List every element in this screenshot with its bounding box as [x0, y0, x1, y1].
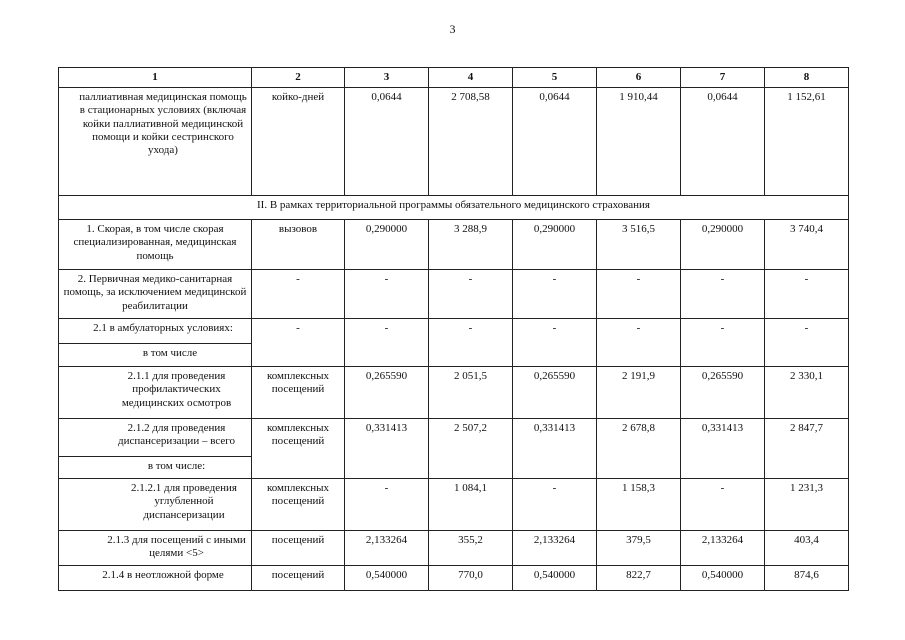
header-cell-4: 4	[429, 68, 513, 88]
row-unit: комплексных посещений	[252, 419, 345, 479]
table-row	[59, 220, 849, 270]
row-value: -	[765, 319, 849, 367]
row-value: 2 847,7	[765, 419, 849, 479]
row-unit: -	[252, 270, 345, 319]
table-row	[59, 419, 849, 457]
row-unit: -	[252, 319, 345, 367]
row-value: 1 158,3	[597, 479, 681, 531]
row-value: 3 516,5	[597, 220, 681, 270]
row-value: 0,290000	[513, 220, 597, 270]
row-value: 0,265590	[681, 367, 765, 419]
row-value: 2 507,2	[429, 419, 513, 479]
row-value: 0,0644	[513, 88, 597, 196]
row-value: 822,7	[597, 566, 681, 591]
row-value: 1 910,44	[597, 88, 681, 196]
row-value: 0,540000	[345, 566, 429, 591]
table-row	[59, 88, 849, 196]
row-value: -	[513, 270, 597, 319]
row-name: 2.1.3 для посещений с иными целями <5>	[59, 531, 252, 566]
header-cell-7: 7	[681, 68, 765, 88]
row-name: 2. Первичная медико-санитарная помощь, за исключением медицинской реабилитации	[59, 270, 252, 319]
row-unit: койко-дней	[252, 88, 345, 196]
row-value: 1 231,3	[765, 479, 849, 531]
row-unit: вызовов	[252, 220, 345, 270]
row-unit: комплексных посещений	[252, 367, 345, 419]
row-name: 2.1.2 для проведения диспансеризации – всего	[59, 419, 252, 457]
row-name: паллиативная медицинская помощь в стационарных условиях (включая койки паллиативной медицинской помощи и койки сестринского ухода)	[59, 88, 252, 196]
row-value: 0,331413	[513, 419, 597, 479]
header-cell-5: 5	[513, 68, 597, 88]
row-unit: посещений	[252, 566, 345, 591]
row-value: 0,0644	[345, 88, 429, 196]
row-unit: комплексных посещений	[252, 479, 345, 531]
row-value: 2 330,1	[765, 367, 849, 419]
page-number: 3	[449, 22, 456, 36]
row-value: -	[597, 270, 681, 319]
table-row	[59, 566, 849, 591]
header-cell-3: 3	[345, 68, 429, 88]
section-title: II. В рамках территориальной программы обязательного медицинского страхования	[59, 196, 849, 220]
row-value: 355,2	[429, 531, 513, 566]
header-row	[59, 68, 849, 88]
row-value: 403,4	[765, 531, 849, 566]
row-value: 1 152,61	[765, 88, 849, 196]
row-value: 2 191,9	[597, 367, 681, 419]
table-row	[59, 367, 849, 419]
row-name: 2.1 в амбулаторных условиях:	[59, 319, 252, 344]
row-value: -	[345, 479, 429, 531]
row-value: 3 288,9	[429, 220, 513, 270]
row-value: -	[513, 479, 597, 531]
row-value: -	[681, 270, 765, 319]
row-value: 379,5	[597, 531, 681, 566]
row-value: -	[681, 479, 765, 531]
row-value: 0,290000	[345, 220, 429, 270]
row-value: 2 708,58	[429, 88, 513, 196]
header-cell-8: 8	[765, 68, 849, 88]
row-value: 2,133264	[681, 531, 765, 566]
row-value: -	[513, 319, 597, 367]
row-value: -	[765, 270, 849, 319]
table-row	[59, 531, 849, 566]
header-cell-2: 2	[252, 68, 345, 88]
row-name: 2.1.4 в неотложной форме	[59, 566, 252, 591]
row-subname: в том числе	[59, 344, 252, 367]
row-value: 2,133264	[345, 531, 429, 566]
row-value: 0,331413	[681, 419, 765, 479]
row-value: 874,6	[765, 566, 849, 591]
row-value: 0,265590	[345, 367, 429, 419]
row-value: 2 051,5	[429, 367, 513, 419]
row-value: -	[345, 270, 429, 319]
row-value: -	[429, 270, 513, 319]
table-row	[59, 479, 849, 531]
header-cell-6: 6	[597, 68, 681, 88]
row-value: -	[345, 319, 429, 367]
row-value: 0,540000	[513, 566, 597, 591]
row-value: -	[597, 319, 681, 367]
row-value: 0,290000	[681, 220, 765, 270]
row-name: 1. Скорая, в том числе скорая специализированная, медицинская помощь	[59, 220, 252, 270]
row-value: 0,0644	[681, 88, 765, 196]
row-value: 2,133264	[513, 531, 597, 566]
row-subname: в том числе:	[59, 457, 252, 479]
table-row	[59, 270, 849, 319]
row-value: -	[681, 319, 765, 367]
row-value: 770,0	[429, 566, 513, 591]
header-cell-1: 1	[59, 68, 252, 88]
row-value: 2 678,8	[597, 419, 681, 479]
row-unit: посещений	[252, 531, 345, 566]
row-value: 0,331413	[345, 419, 429, 479]
row-value: 0,540000	[681, 566, 765, 591]
table-row	[59, 319, 849, 344]
row-value: 3 740,4	[765, 220, 849, 270]
row-value: 0,265590	[513, 367, 597, 419]
norms-table	[58, 67, 849, 591]
row-value: 1 084,1	[429, 479, 513, 531]
row-name: 2.1.1 для проведения профилактических медицинских осмотров	[59, 367, 252, 419]
section-row	[59, 196, 849, 220]
row-name: 2.1.2.1 для проведения углубленной диспансеризации	[59, 479, 252, 531]
row-value: -	[429, 319, 513, 367]
